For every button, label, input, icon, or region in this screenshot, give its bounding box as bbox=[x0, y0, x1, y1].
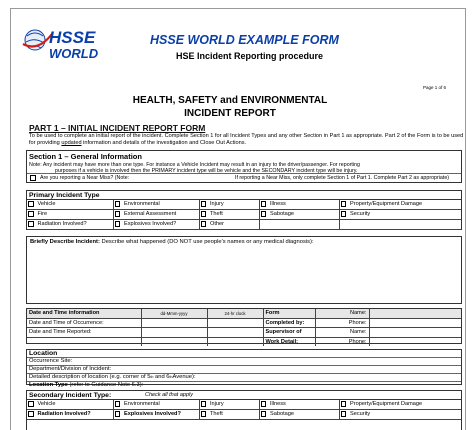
supervisor-label-2: Work Detail: bbox=[263, 337, 315, 346]
document-title bbox=[130, 94, 330, 120]
brief-description-prompt bbox=[27, 237, 461, 247]
checkbox[interactable] bbox=[261, 201, 267, 207]
secondary-incident-grid bbox=[27, 400, 461, 420]
near-miss-note: If reporting a Near Miss, only complete Section 1 of Part 1. Complete Part 2 as appropriate) bbox=[235, 175, 450, 181]
empty-cell bbox=[27, 337, 141, 346]
table-row bbox=[27, 328, 461, 338]
detailed-b: and 6 bbox=[153, 374, 170, 380]
detailed-c: Avenue): bbox=[172, 374, 196, 380]
note-secondary: SECONDARY bbox=[261, 168, 295, 175]
option-other[interactable] bbox=[199, 220, 259, 230]
table-row bbox=[27, 200, 461, 210]
checkbox[interactable] bbox=[201, 401, 207, 407]
primary-incident-type bbox=[26, 190, 462, 230]
occurrence-date-field[interactable] bbox=[141, 318, 207, 328]
th-sup: th bbox=[169, 375, 173, 379]
secondary-incident-type bbox=[26, 390, 462, 430]
location-heading: Location bbox=[27, 350, 461, 358]
empty-cell bbox=[259, 220, 339, 230]
location-type-label: Location Type bbox=[29, 382, 68, 388]
option-label: Fire bbox=[37, 211, 48, 218]
checkbox[interactable] bbox=[28, 221, 34, 227]
option-security[interactable] bbox=[339, 410, 461, 420]
option-label: Explosives Involved? bbox=[124, 411, 181, 418]
option-radiation[interactable] bbox=[27, 220, 113, 230]
option-label: Explosives Involved? bbox=[124, 221, 177, 228]
option-environmental[interactable] bbox=[113, 200, 199, 210]
note-c: incident type will be vehicle and the bbox=[175, 168, 262, 175]
checkbox[interactable] bbox=[201, 221, 207, 227]
option-property-damage[interactable] bbox=[339, 200, 461, 210]
checkbox[interactable] bbox=[341, 201, 347, 207]
intro-text bbox=[29, 133, 467, 147]
checkbox[interactable] bbox=[201, 211, 207, 217]
form-header-subtitle: HSE Incident Reporting procedure bbox=[176, 51, 324, 61]
near-miss-row bbox=[27, 173, 461, 182]
intro-text-c: information and details of the investigation and Close Out Actions. bbox=[81, 139, 247, 146]
phone-label: Phone: bbox=[315, 318, 369, 328]
section1-note-line1: Note: Any incident may have more than one type. For instance a Vehicle Incident may result in an injury to the driver/passenger. For reporting bbox=[29, 162, 360, 168]
time-format-hint: 24-hr clock bbox=[207, 309, 263, 318]
checkbox[interactable] bbox=[115, 201, 121, 207]
option-illness[interactable] bbox=[259, 400, 339, 410]
option-environmental[interactable] bbox=[113, 400, 199, 410]
option-label: Property/Equipment Damage bbox=[350, 201, 423, 208]
option-fire[interactable] bbox=[27, 210, 113, 220]
empty-cell bbox=[141, 337, 207, 346]
option-label: Security bbox=[350, 411, 371, 418]
table-row bbox=[27, 337, 461, 346]
brief-label: Briefly Describe Incident: bbox=[30, 239, 100, 245]
hsse-world-logo bbox=[22, 22, 122, 66]
checkbox[interactable] bbox=[201, 201, 207, 207]
empty-cell bbox=[207, 337, 263, 346]
table-row bbox=[27, 309, 461, 318]
brief-description-box[interactable] bbox=[26, 236, 462, 304]
name-field[interactable] bbox=[369, 309, 461, 318]
option-sabotage[interactable] bbox=[259, 210, 339, 220]
option-label: Property/Equipment Damage bbox=[350, 401, 423, 408]
date-format-hint: dd-Mmm-yyyy bbox=[141, 309, 207, 318]
secondary-incident-hint: Check all that apply bbox=[145, 392, 193, 398]
option-label: Theft bbox=[210, 211, 223, 218]
option-label: Sabotage bbox=[270, 211, 294, 218]
option-label: Illness bbox=[270, 401, 286, 408]
option-label: Radiation Involved? bbox=[37, 221, 87, 228]
option-label: Injury bbox=[210, 201, 224, 208]
checkbox[interactable] bbox=[341, 211, 347, 217]
th-sup: th bbox=[150, 375, 154, 379]
logo-text-top: HSSE bbox=[49, 28, 96, 47]
checkbox[interactable] bbox=[28, 211, 34, 217]
date-time-table bbox=[27, 309, 461, 346]
completed-by-label: Completed by: bbox=[263, 318, 315, 328]
supervisor-name-field[interactable] bbox=[369, 328, 461, 338]
option-radiation[interactable] bbox=[27, 410, 113, 420]
form-header-title: HSSE WORLD EXAMPLE FORM bbox=[150, 33, 339, 47]
near-miss-question: Are you reporting a Near Miss? (Note: bbox=[40, 175, 130, 181]
option-external-assessment[interactable] bbox=[113, 210, 199, 220]
occurrence-site-field[interactable]: Occurrence Site: bbox=[27, 358, 461, 366]
checkbox[interactable] bbox=[261, 211, 267, 217]
location-type-note: (refer to Guidance Note 6.3): bbox=[67, 382, 144, 388]
empty-cell bbox=[339, 220, 461, 230]
option-label: Security bbox=[350, 211, 371, 218]
detailed-a: Detailed description of location (e.g. corner of 5 bbox=[29, 374, 151, 380]
table-row bbox=[27, 318, 461, 328]
location-box bbox=[26, 349, 462, 388]
secondary-incident-heading: Secondary Incident Type: bbox=[29, 392, 112, 399]
option-vehicle[interactable] bbox=[27, 200, 113, 210]
table-row bbox=[27, 400, 461, 410]
checkbox[interactable] bbox=[341, 411, 347, 417]
checkbox[interactable] bbox=[115, 401, 121, 407]
option-injury[interactable] bbox=[199, 200, 259, 210]
supervisor-label-1: Supervisor of bbox=[263, 328, 315, 338]
supervisor-name-label: Name: bbox=[315, 328, 369, 338]
reported-date-field[interactable] bbox=[141, 328, 207, 338]
intro-text-a: To be used to complete an initial report of the incident. Complete Section 1 for all Incident Types and any other Section in Part 1 as appropriate. Part 2 of the Form is to be used for providing bbox=[29, 133, 464, 146]
date-time-heading: Date and Time information bbox=[27, 309, 141, 318]
brief-desc: Describe what happened (DO NOT use people's names or any medical diagnosis): bbox=[99, 239, 314, 245]
secondary-incident-header bbox=[27, 391, 461, 400]
checkbox[interactable] bbox=[28, 201, 34, 207]
option-explosives[interactable] bbox=[113, 410, 199, 420]
checkbox[interactable] bbox=[28, 401, 34, 407]
checkbox[interactable] bbox=[261, 411, 267, 417]
document-title-line2: INCIDENT REPORT bbox=[184, 108, 276, 119]
checkbox[interactable] bbox=[201, 411, 207, 417]
checkbox[interactable] bbox=[341, 401, 347, 407]
option-label: External Assessment bbox=[124, 211, 177, 218]
section1-heading: Section 1 – General Information bbox=[29, 152, 142, 161]
occurrence-time-field[interactable] bbox=[207, 318, 263, 328]
note-b: purposes if a vehicle is involved then the bbox=[55, 168, 152, 175]
name-label: Name: bbox=[315, 309, 369, 318]
option-label: Other bbox=[210, 221, 224, 228]
detailed-location-field[interactable] bbox=[27, 374, 461, 382]
option-label: Environmental bbox=[124, 401, 160, 408]
option-label: Vehicle bbox=[37, 201, 56, 208]
primary-incident-heading: Primary Incident Type bbox=[27, 191, 461, 200]
note-d: incident type will be injury. bbox=[294, 168, 358, 175]
supervisor-phone-label: Phone: bbox=[315, 337, 369, 346]
reported-datetime-label: Date and Time Reported: bbox=[27, 328, 141, 338]
checkbox[interactable] bbox=[261, 401, 267, 407]
option-label: Injury bbox=[210, 401, 224, 408]
table-row bbox=[27, 410, 461, 420]
option-explosives[interactable] bbox=[113, 220, 199, 230]
table-row bbox=[27, 220, 461, 230]
option-label: Environmental bbox=[124, 201, 160, 208]
location-type-field[interactable] bbox=[27, 382, 461, 389]
checkbox[interactable] bbox=[28, 411, 34, 417]
option-label: Sabotage bbox=[270, 411, 294, 418]
part1-heading: PART 1 – INITIAL INCIDENT REPORT FORM bbox=[29, 123, 206, 133]
supervisor-phone-field[interactable] bbox=[369, 337, 461, 346]
near-miss-checkbox[interactable] bbox=[30, 175, 36, 181]
option-label: Vehicle bbox=[37, 401, 56, 408]
intro-text-updated: updated bbox=[61, 139, 82, 146]
occurrence-datetime-label: Date and Time of Occurrence: bbox=[27, 318, 141, 328]
department-field[interactable]: Department/Division of Incident: bbox=[27, 366, 461, 374]
page-number: Page 1 of 6 bbox=[422, 85, 446, 90]
checkbox[interactable] bbox=[115, 411, 121, 417]
note-primary: PRIMARY bbox=[151, 168, 176, 175]
checkbox[interactable] bbox=[115, 221, 121, 227]
option-theft[interactable] bbox=[199, 410, 259, 420]
option-theft[interactable] bbox=[199, 210, 259, 220]
phone-field[interactable] bbox=[369, 318, 461, 328]
option-label: Theft bbox=[210, 411, 223, 418]
option-label: Illness bbox=[270, 201, 286, 208]
reported-time-field[interactable] bbox=[207, 328, 263, 338]
document-title-line1: HEALTH, SAFETY and ENVIRONMENTAL bbox=[132, 95, 328, 106]
option-label: Radiation Involved? bbox=[37, 411, 91, 418]
date-time-info bbox=[26, 308, 462, 344]
option-injury[interactable] bbox=[199, 400, 259, 410]
option-illness[interactable] bbox=[259, 200, 339, 210]
option-security[interactable] bbox=[339, 210, 461, 220]
option-sabotage[interactable] bbox=[259, 410, 339, 420]
primary-incident-grid bbox=[27, 200, 461, 230]
form-label: Form bbox=[263, 309, 315, 318]
logo-text-bottom: WORLD bbox=[49, 46, 99, 61]
section1-general-info bbox=[26, 150, 462, 183]
option-vehicle[interactable] bbox=[27, 400, 113, 410]
option-property-damage[interactable] bbox=[339, 400, 461, 410]
table-row bbox=[27, 210, 461, 220]
checkbox[interactable] bbox=[115, 211, 121, 217]
